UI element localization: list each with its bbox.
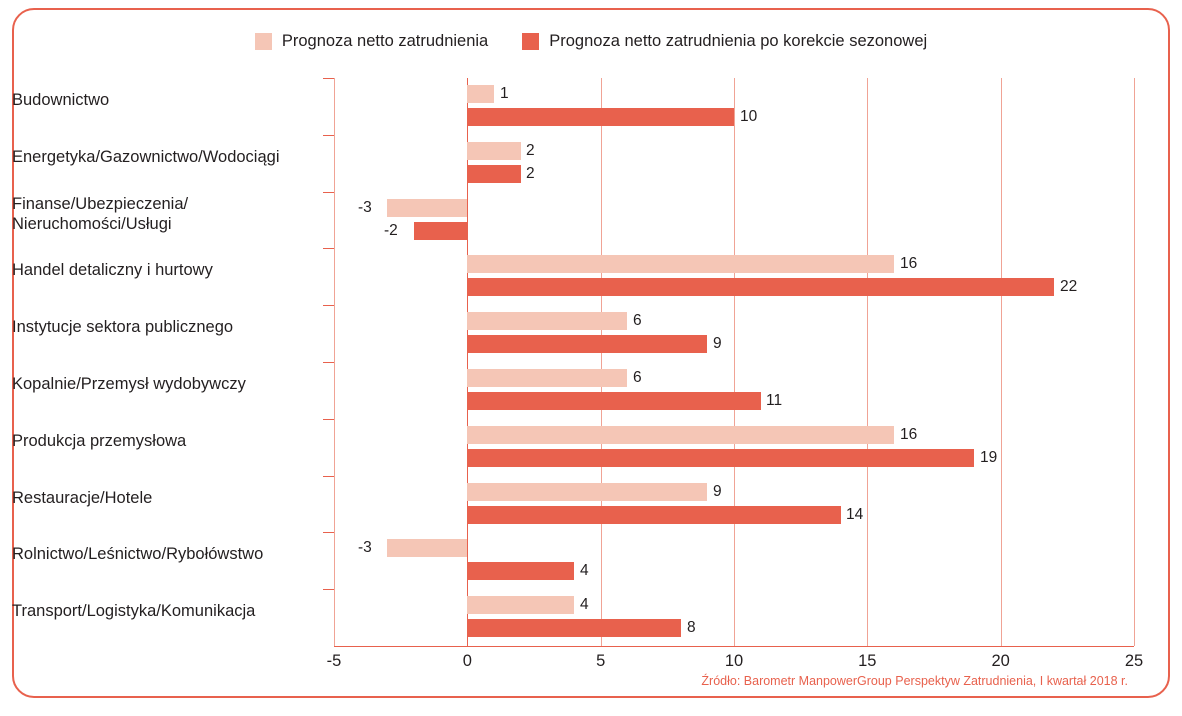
bar-forecast — [467, 369, 627, 387]
bar-forecast-adjusted — [467, 562, 574, 580]
bar-forecast-adjusted — [467, 506, 840, 524]
bar-value-forecast: 6 — [633, 369, 642, 386]
category-label: Rolnictwo/Leśnictwo/Rybołówstwo — [12, 545, 264, 564]
y-tick — [323, 589, 334, 590]
bar-value-forecast-adjusted: 4 — [580, 562, 589, 580]
bar-forecast — [467, 255, 894, 273]
x-tick-label: 0 — [462, 652, 472, 670]
y-tick — [323, 305, 334, 306]
bar-value-forecast: 4 — [580, 596, 589, 614]
bar-forecast — [467, 142, 520, 160]
bar-value-forecast-adjusted: 9 — [713, 335, 722, 353]
bar-forecast-adjusted — [467, 619, 680, 637]
category-label: Transport/Logistyka/Komunikacja — [12, 602, 256, 621]
bar-row — [12, 305, 1134, 362]
category-label: Produkcja przemysłowa — [12, 431, 187, 450]
y-tick — [323, 476, 334, 477]
bar-row — [12, 362, 1134, 419]
bar-value-forecast-adjusted: 22 — [1060, 278, 1078, 296]
y-tick — [323, 419, 334, 420]
y-tick — [323, 532, 334, 533]
bar-row — [12, 532, 1134, 589]
category-label: Restauracje/Hotele — [12, 488, 153, 507]
bar-row — [12, 78, 1134, 135]
legend-item-forecast-seasonally-adjusted — [522, 32, 927, 51]
category-label: Budownictwo — [12, 91, 110, 109]
bar-forecast-adjusted — [467, 165, 520, 183]
bar-value-forecast-adjusted: 14 — [846, 505, 864, 523]
category-label: Handel detaliczny i hurtowy — [12, 261, 213, 280]
bar-value-forecast: -3 — [358, 539, 372, 557]
x-tick-label: 10 — [724, 652, 744, 670]
bar-forecast — [387, 539, 467, 557]
bar-value-forecast-adjusted: 10 — [740, 108, 758, 125]
bar-value-forecast: 2 — [526, 141, 535, 159]
bar-forecast — [467, 596, 574, 614]
legend-swatch-forecast — [255, 33, 272, 50]
plot-area — [12, 78, 1134, 646]
y-tick — [323, 362, 334, 363]
bar-forecast-adjusted — [467, 335, 707, 353]
bar-row — [12, 476, 1134, 533]
y-tick — [323, 192, 334, 193]
bar-rows — [12, 78, 1134, 646]
bar-row — [12, 589, 1134, 646]
bar-forecast — [467, 312, 627, 330]
category-label: Kopalnie/Przemysł wydobywczy — [12, 375, 246, 393]
gridline-25 — [1134, 78, 1135, 646]
bar-value-forecast: -3 — [358, 198, 372, 216]
bar-row — [12, 192, 1134, 249]
legend-item-forecast — [255, 32, 488, 51]
bar-forecast-adjusted — [467, 108, 734, 126]
chart-legend — [14, 32, 1168, 51]
bar-forecast — [467, 426, 894, 444]
bar-value-forecast-adjusted: 19 — [980, 448, 998, 466]
bar-forecast-adjusted — [467, 392, 760, 410]
bar-row — [12, 419, 1134, 476]
y-tick — [323, 135, 334, 136]
bar-value-forecast-adjusted: 8 — [687, 619, 696, 637]
bar-forecast — [387, 199, 467, 217]
bar-value-forecast-adjusted: 2 — [526, 164, 535, 182]
category-label: Instytucje sektora publicznego — [12, 318, 234, 337]
bar-forecast-adjusted — [414, 222, 467, 240]
source-note: Źródło: Barometr ManpowerGroup Perspektyw Zatrudnienia, I kwartał 2018 r. — [701, 674, 1128, 688]
legend-label-forecast: Prognoza netto zatrudnienia — [281, 32, 489, 50]
bar-value-forecast-adjusted: 11 — [766, 392, 783, 409]
bar-value-forecast: 16 — [900, 425, 918, 443]
bar-row — [12, 248, 1134, 305]
x-tick-label: -5 — [326, 652, 342, 670]
x-axis — [326, 646, 1144, 670]
bar-forecast-adjusted — [467, 278, 1054, 296]
bar-forecast-adjusted — [467, 449, 974, 467]
bar-forecast — [467, 85, 494, 103]
legend-label-forecast-seasonally-adjusted: Prognoza netto zatrudnienia po korekcie sezonowej — [549, 32, 928, 50]
category-label: Energetyka/Gazownictwo/Wodociągi — [12, 147, 280, 166]
bar-value-forecast: 9 — [713, 482, 722, 500]
bar-value-forecast: 16 — [900, 255, 918, 273]
bar-forecast — [467, 483, 707, 501]
x-tick-label: 20 — [991, 652, 1010, 670]
chart-card — [12, 8, 1170, 698]
bar-value-forecast-adjusted: -2 — [384, 221, 398, 239]
category-label: Finanse/Ubezpieczenia/ Nieruchomości/Usługi — [12, 194, 189, 234]
bar-value-forecast: 1 — [500, 85, 509, 102]
bar-value-forecast: 6 — [633, 312, 642, 330]
legend-swatch-forecast-seasonally-adjusted — [522, 33, 539, 50]
bar-row — [12, 135, 1134, 192]
x-tick-label: 15 — [858, 652, 877, 670]
y-tick — [323, 78, 334, 79]
x-tick-label: 25 — [1124, 652, 1144, 670]
x-tick-label: 5 — [596, 652, 606, 670]
y-tick — [323, 248, 334, 249]
